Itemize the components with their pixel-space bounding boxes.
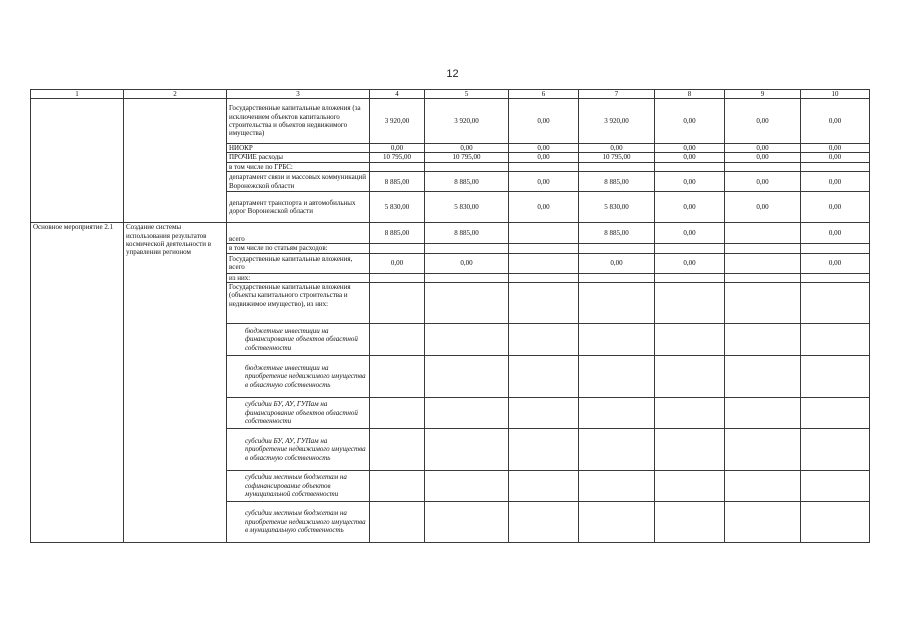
cell-c8 [655,324,725,356]
row-label: субсидии БУ, АУ, ГУПам на финансирование объектов областной собственности [227,398,370,429]
column-header: 9 [725,90,801,99]
cell-c9 [725,429,801,471]
column-header: 10 [801,90,870,99]
cell-c10: 0,00 [801,144,870,153]
cell-c6: 0,00 [509,153,579,162]
table-row [31,99,870,144]
column-header: 5 [425,90,509,99]
column-header: 4 [370,90,425,99]
cell-c4 [370,162,425,171]
column-header: 1 [31,90,124,99]
cell-c9 [725,273,801,282]
cell-c6 [509,356,579,398]
cell-c10 [801,356,870,398]
cell-c5 [425,356,509,398]
cell-c6: 0,00 [509,99,579,144]
cell-c9 [725,253,801,273]
cell-c6 [509,429,579,471]
cell-c5 [425,502,509,543]
cell-c6 [509,253,579,273]
cell-c9: 0,00 [725,172,801,192]
cell-c7 [579,324,655,356]
cell-c9 [725,283,801,324]
cell-c9 [725,502,801,543]
row-label: в том числе по статьям расходов: [227,244,370,253]
cell-c10 [801,429,870,471]
block1-col1-cell [31,99,124,223]
block1-col2-cell [124,99,227,223]
cell-c10 [801,283,870,324]
cell-c10: 0,00 [801,99,870,144]
cell-c5 [425,162,509,171]
cell-c4 [370,356,425,398]
cell-c6 [509,273,579,282]
cell-c5: 8 885,00 [425,172,509,192]
row-label: субсидии БУ, АУ, ГУПам на приобретение недвижимого имущества в областную собственность [227,429,370,471]
cell-c4: 0,00 [370,253,425,273]
cell-c9 [725,324,801,356]
cell-c8 [655,162,725,171]
cell-c9 [725,162,801,171]
row-label: НИОКР [227,144,370,153]
cell-c9: 0,00 [725,153,801,162]
row-label: ПРОЧИЕ расходы [227,153,370,162]
cell-c8 [655,429,725,471]
cell-c4: 8 885,00 [370,172,425,192]
cell-c9 [725,223,801,244]
cell-c7: 8 885,00 [579,172,655,192]
cell-c7 [579,356,655,398]
column-header: 2 [124,90,227,99]
cell-c10: 0,00 [801,153,870,162]
cell-c4 [370,244,425,253]
cell-c5: 0,00 [425,253,509,273]
cell-c5 [425,324,509,356]
cell-c5 [425,283,509,324]
cell-c5 [425,429,509,471]
cell-c7 [579,398,655,429]
cell-c6 [509,471,579,502]
cell-c7 [579,244,655,253]
header-row [31,90,870,99]
cell-c10 [801,502,870,543]
cell-c9 [725,356,801,398]
row-label: Государственные капитальные вложения (за исключением объектов капитального строительства и объектов недвижимого имущества) [227,99,370,144]
column-header: 8 [655,90,725,99]
cell-c7 [579,502,655,543]
cell-c5: 10 795,00 [425,153,509,162]
cell-c9 [725,398,801,429]
cell-c5 [425,244,509,253]
cell-c8: 0,00 [655,99,725,144]
cell-c7: 5 830,00 [579,192,655,223]
cell-c5: 3 920,00 [425,99,509,144]
cell-c8: 0,00 [655,172,725,192]
cell-c4 [370,471,425,502]
cell-c8 [655,283,725,324]
cell-c4 [370,429,425,471]
cell-c10: 0,00 [801,192,870,223]
cell-c9: 0,00 [725,99,801,144]
cell-c7 [579,429,655,471]
cell-c8: 0,00 [655,223,725,244]
cell-c7 [579,162,655,171]
measure-description: Создание системы использования результатов космической деятельности в управлении регионом [124,223,227,543]
cell-c4 [370,273,425,282]
row-label: бюджетные инвестиции на финансирование объектов областной собственности [227,324,370,356]
cell-c7 [579,273,655,282]
cell-c6: 0,00 [509,144,579,153]
row-label: в том числе по ГРБС: [227,162,370,171]
row-label: бюджетные инвестиции на приобретение недвижимого имущества в областную собственность [227,356,370,398]
row-label: субсидии местным бюджетам на приобретение недвижимого имущества в муниципальную собственность [227,502,370,543]
cell-c10: 0,00 [801,172,870,192]
page-number: 12 [446,68,459,80]
cell-c10: 0,00 [801,223,870,244]
row-label: из них: [227,273,370,282]
cell-c5 [425,273,509,282]
cell-c5: 8 885,00 [425,223,509,244]
table-row [31,223,870,244]
row-label: Государственные капитальные вложения (объекты капитального строительства и недвижимое имущество), из них: [227,283,370,324]
cell-c8 [655,502,725,543]
row-label: департамент транспорта и автомобильных дорог Воронежской области [227,192,370,223]
row-label: департамент связи и массовых коммуникаций Воронежской области [227,172,370,192]
cell-c10 [801,471,870,502]
cell-c4: 10 795,00 [370,153,425,162]
cell-c4: 0,00 [370,144,425,153]
cell-c4 [370,283,425,324]
cell-c8: 0,00 [655,192,725,223]
cell-c6 [509,398,579,429]
cell-c8 [655,398,725,429]
cell-c9: 0,00 [725,192,801,223]
cell-c10 [801,162,870,171]
cell-c5 [425,471,509,502]
cell-c6: 0,00 [509,172,579,192]
row-label: субсидии местным бюджетам на софинансирование объектов муниципальной собственности [227,471,370,502]
cell-c4 [370,398,425,429]
cell-c4: 8 885,00 [370,223,425,244]
cell-c8 [655,273,725,282]
cell-c6 [509,244,579,253]
cell-c6 [509,283,579,324]
cell-c8 [655,356,725,398]
cell-c10 [801,324,870,356]
cell-c8 [655,471,725,502]
cell-c10 [801,244,870,253]
cell-c7 [579,283,655,324]
cell-c9 [725,244,801,253]
cell-c5: 5 830,00 [425,192,509,223]
cell-c7: 8 885,00 [579,223,655,244]
cell-c4 [370,502,425,543]
cell-c10 [801,398,870,429]
cell-c10 [801,273,870,282]
row-label: Государственные капитальные вложения, всего [227,253,370,273]
cell-c8 [655,244,725,253]
cell-c8: 0,00 [655,153,725,162]
cell-c10: 0,00 [801,253,870,273]
cell-c9: 0,00 [725,144,801,153]
cell-c7: 0,00 [579,144,655,153]
column-header: 7 [579,90,655,99]
cell-c4: 3 920,00 [370,99,425,144]
cell-c6 [509,162,579,171]
cell-c4 [370,324,425,356]
cell-c5: 0,00 [425,144,509,153]
cell-c7: 0,00 [579,253,655,273]
cell-c6: 0,00 [509,192,579,223]
measure-title: Основное мероприятие 2.1 [31,223,124,543]
budget-table [30,89,870,543]
column-header: 3 [227,90,370,99]
cell-c8: 0,00 [655,253,725,273]
cell-c8: 0,00 [655,144,725,153]
cell-c9 [725,471,801,502]
cell-c4: 5 830,00 [370,192,425,223]
cell-c6 [509,223,579,244]
cell-c7: 10 795,00 [579,153,655,162]
cell-c7: 3 920,00 [579,99,655,144]
row-label: всего [227,223,370,244]
cell-c5 [425,398,509,429]
cell-c7 [579,471,655,502]
cell-c6 [509,502,579,543]
cell-c6 [509,324,579,356]
column-header: 6 [509,90,579,99]
